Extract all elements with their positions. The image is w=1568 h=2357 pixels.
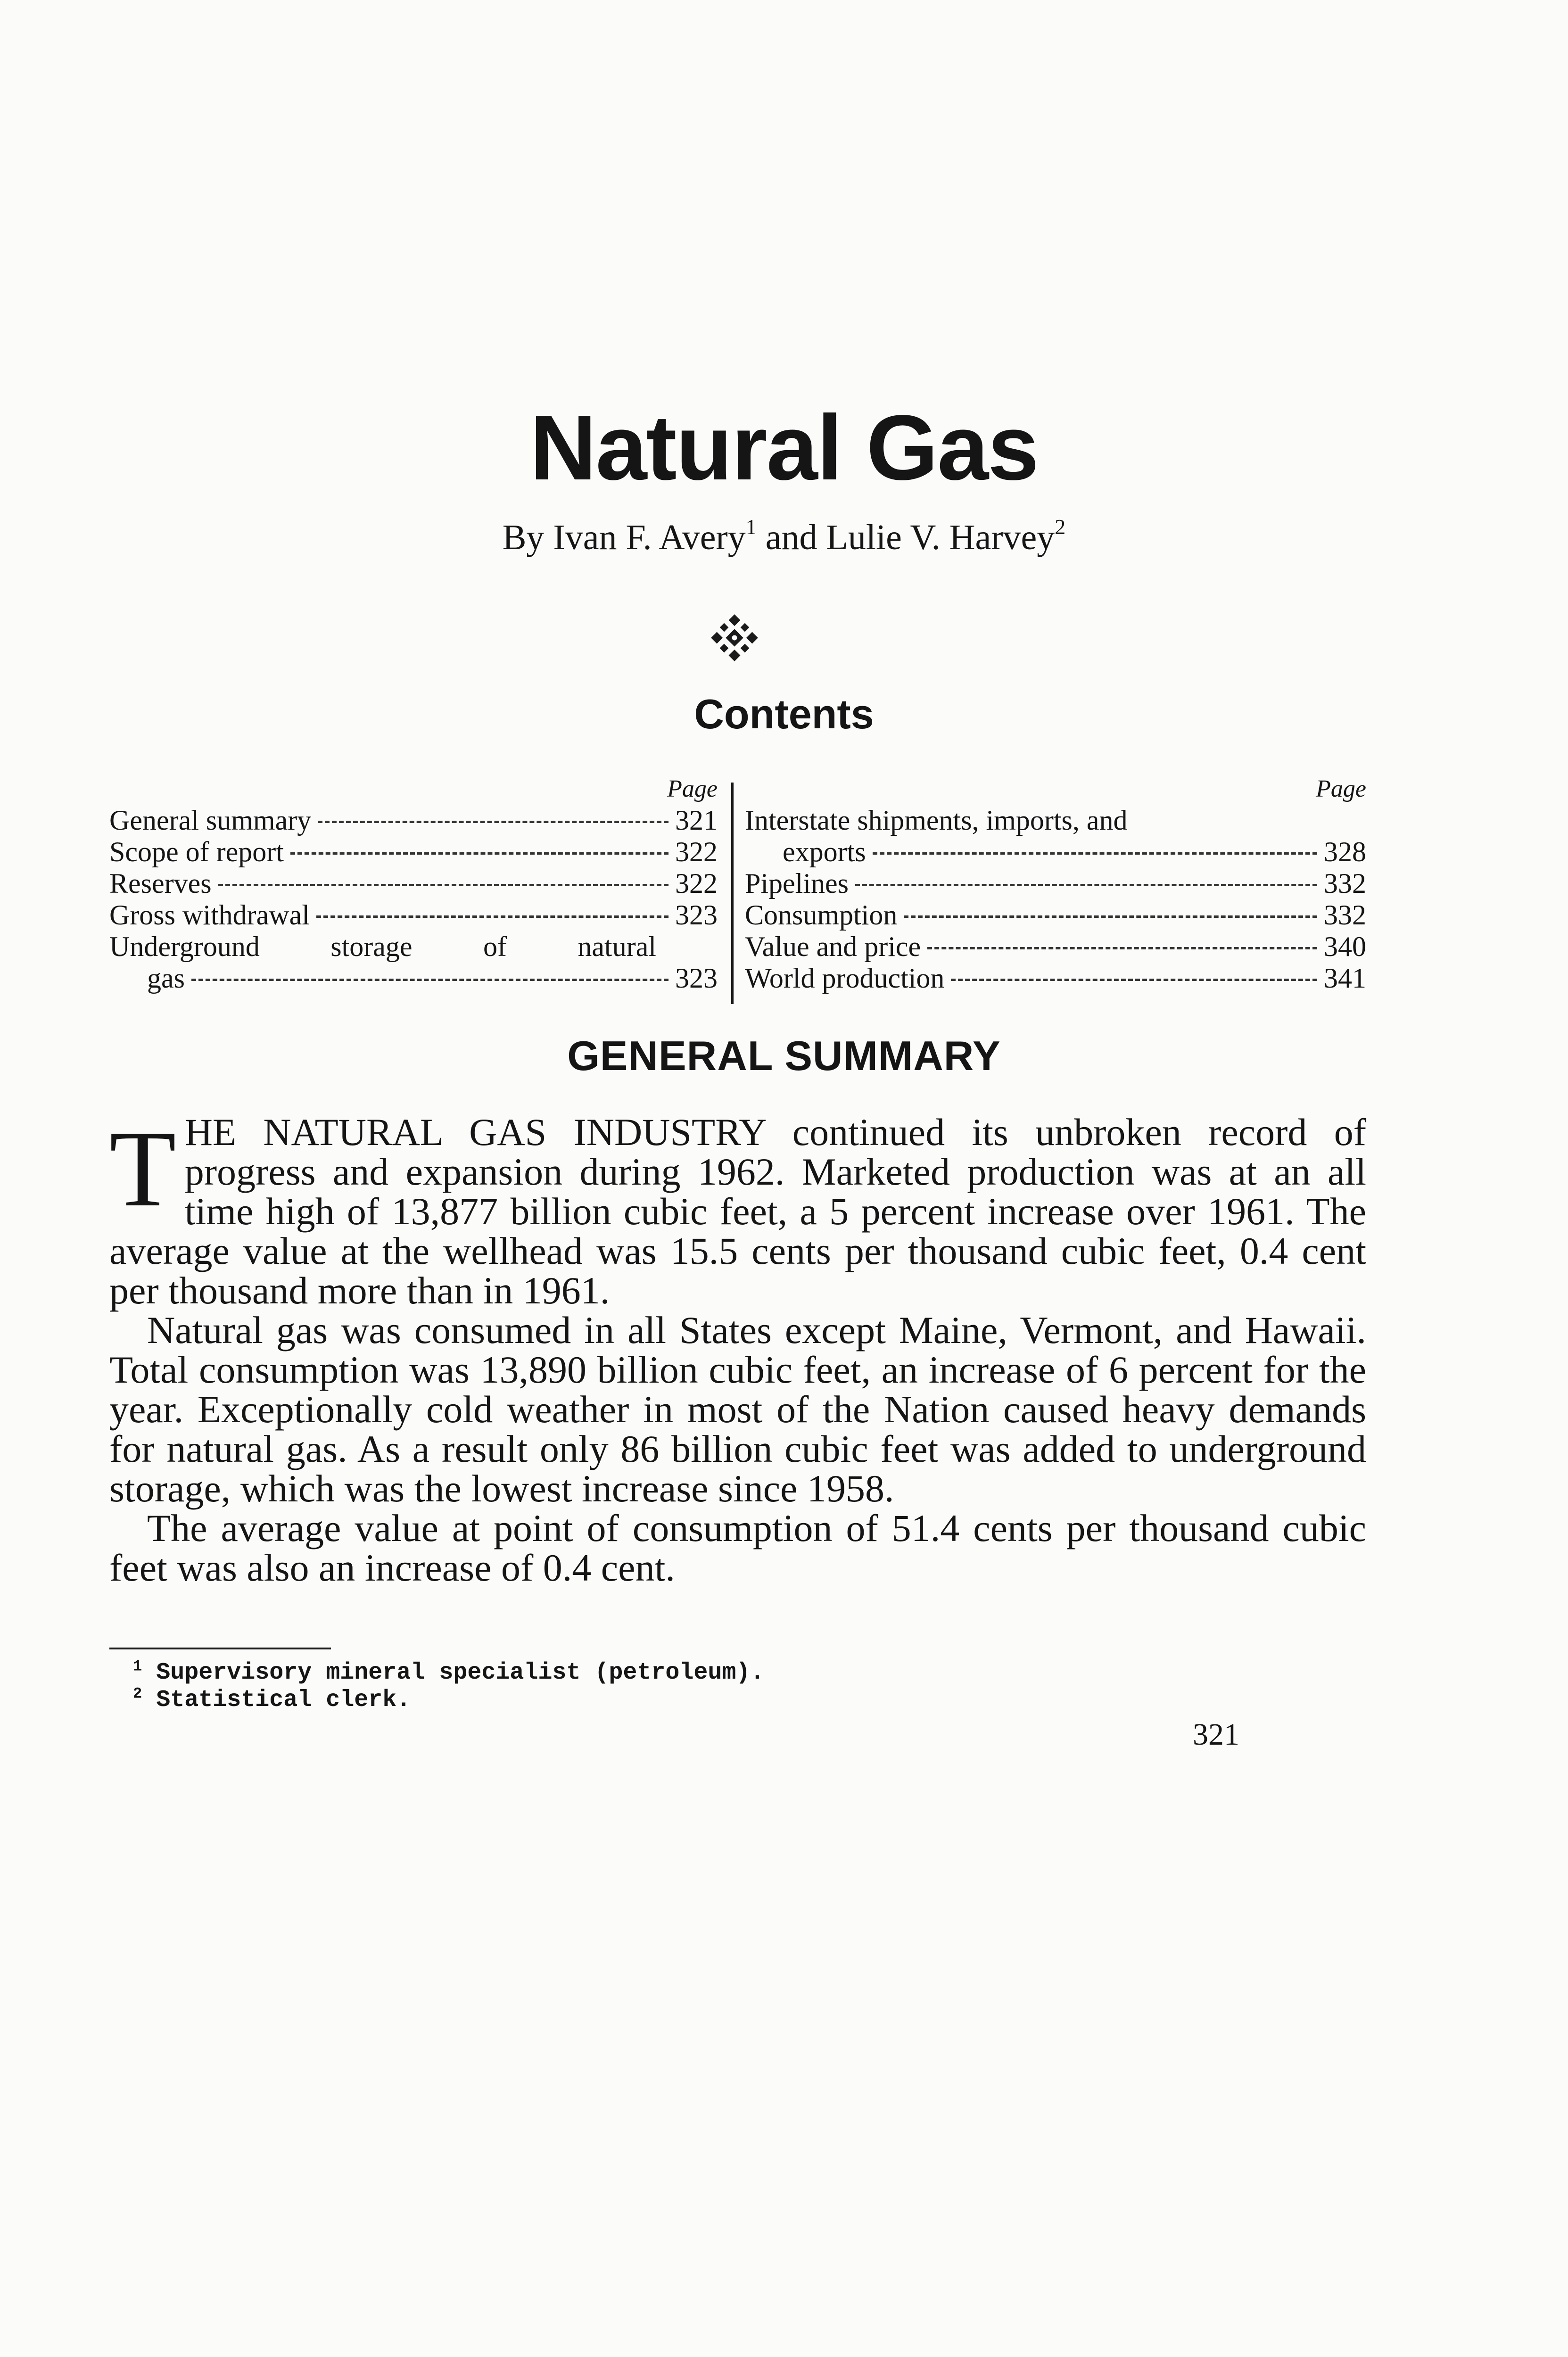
footnote-1: $^1$ Supervisory mineral specialist (petroleum). [133,1657,765,1686]
byline [0,511,1568,563]
toc-entry: Reserves 322 [109,868,718,899]
contents-divider [731,783,734,1004]
footnotes [133,1659,764,1714]
toc-entry: Scope of report 322 [109,836,718,867]
byline-author-2: and Lulie V. Harvey [765,518,1055,557]
page-number: 321 [1193,1717,1239,1752]
toc-entry: Pipelines 332 [745,868,1366,899]
ornament-icon [709,612,760,664]
page-column-label: Page [1316,775,1366,802]
section-heading: GENERAL SUMMARY [567,1032,1001,1079]
toc-entry: exports 328 [783,836,1366,867]
page-title: Natural Gas [529,396,1039,499]
toc-entry: Value and price 340 [745,931,1366,962]
footnote-2: $^2$ Statistical clerk. [133,1685,411,1714]
byline-author-1: By Ivan F. Avery [502,518,746,557]
drop-cap: T [109,1108,176,1229]
toc-entry: Underground storage of natural [109,931,656,962]
footnote-ref-2: 2 [1055,515,1066,539]
footnote-ref-1: 1 [745,515,757,539]
paragraph-1: HE NATURAL GAS INDUSTRY continued its unbroken record of progress and expansion during 1962. Marketed production was at an all time high of 13,877 billion cubic feet, a 5 percent increase over 1961. The average value at the wellhead was 15.5 cents per thousand cubic feet, 0.4 cent per thousand more than in 1961. [109,1111,1366,1312]
toc-entry: General summary 321 [109,805,718,836]
toc-entry: gas 323 [147,963,718,994]
page-column-label: Page [667,775,718,802]
toc-entry: Interstate shipments, imports, and [745,805,1128,836]
contents-heading: Contents [694,691,874,737]
body-text [109,1108,1366,1589]
toc-entry: Consumption 332 [745,899,1366,931]
toc-entry: World production 341 [745,963,1366,994]
paragraph-3: The average value at point of consumption of 51.4 cents per thousand cubic feet was also an increase of 0.4 cent. [109,1507,1366,1589]
contents-right-column [745,773,1366,994]
footnote-rule [109,1648,331,1649]
toc-entry: Gross withdrawal 323 [109,899,718,931]
contents-left-column [109,773,718,994]
paragraph-2: Natural gas was consumed in all States except Maine, Vermont, and Hawaii. Total consumption was 13,890 billion cubic feet, an increase of 6 percent for the year. Exceptionally cold weather in most of the Nation caused heavy demands for natural gas. As a result only 86 billion cubic feet was added to underground storage, which was the lowest increase since 1958. [109,1309,1366,1510]
